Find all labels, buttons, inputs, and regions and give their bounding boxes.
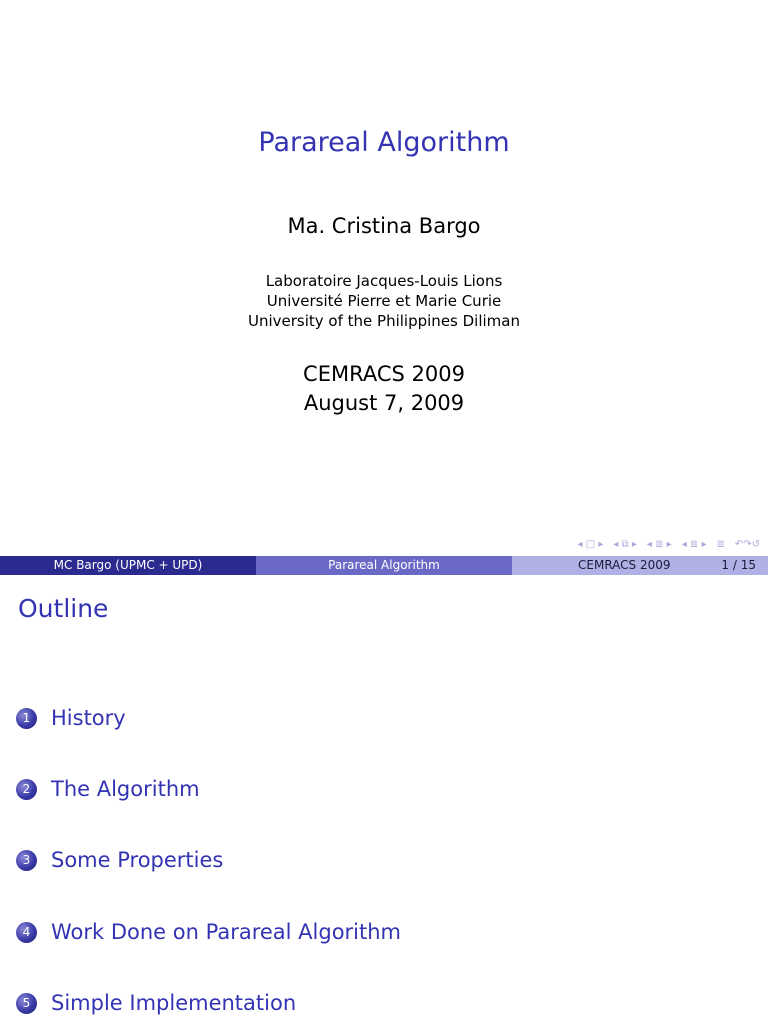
affiliations: [0, 271, 768, 331]
footer-right: [512, 556, 768, 575]
outline-item[interactable]: [16, 775, 200, 803]
nav-outline-icon[interactable]: ≣: [716, 539, 725, 550]
nav-subsection-icon[interactable]: ◂ ⧉ ▸: [613, 539, 637, 550]
author-name: Ma. Cristina Bargo: [287, 214, 481, 238]
numbered-ball-icon: 4: [16, 922, 37, 943]
outline-slide: [0, 575, 768, 1024]
outline-item-label: Simple Implementation: [51, 991, 297, 1015]
nav-search-back-icon[interactable]: ↶↷↺: [734, 539, 760, 550]
outline-heading: Outline: [18, 594, 109, 623]
numbered-ball-icon: 2: [16, 779, 37, 800]
outline-item-label: The Algorithm: [51, 777, 200, 801]
event-date: August 7, 2009: [303, 391, 465, 415]
outline-item[interactable]: [16, 918, 401, 946]
affiliation-line: Université Pierre et Marie Curie: [266, 292, 502, 310]
outline-item[interactable]: [16, 846, 223, 874]
outline-item-label: Some Properties: [51, 848, 224, 872]
slide-footer: [0, 556, 768, 575]
footer-title: Parareal Algorithm: [256, 556, 512, 575]
affiliation-line: Laboratoire Jacques-Louis Lions: [265, 272, 503, 290]
footer-page-number: 1 / 15: [721, 558, 756, 572]
nav-section-icon[interactable]: ◂ ≣ ▸: [646, 539, 672, 550]
outline-item-label: History: [51, 706, 126, 730]
numbered-ball-icon: 5: [16, 993, 37, 1014]
outline-item[interactable]: [16, 704, 126, 732]
outline-item-label: Work Done on Parareal Algorithm: [51, 920, 402, 944]
nav-frame-icon[interactable]: ◂ □ ▸: [577, 539, 604, 550]
affiliation-line: University of the Philippines Diliman: [248, 312, 520, 330]
event-name: CEMRACS 2009: [303, 362, 465, 386]
event-block: [0, 360, 768, 418]
beamer-navigation-symbols: [578, 538, 761, 552]
footer-event: CEMRACS 2009: [578, 558, 671, 572]
nav-document-icon[interactable]: ◂ ≣ ▸: [681, 539, 707, 550]
numbered-ball-icon: 1: [16, 708, 37, 729]
outline-item[interactable]: [16, 989, 296, 1017]
presentation-title: Parareal Algorithm: [258, 127, 510, 158]
numbered-ball-icon: 3: [16, 850, 37, 871]
footer-author: MC Bargo (UPMC + UPD): [0, 556, 256, 575]
